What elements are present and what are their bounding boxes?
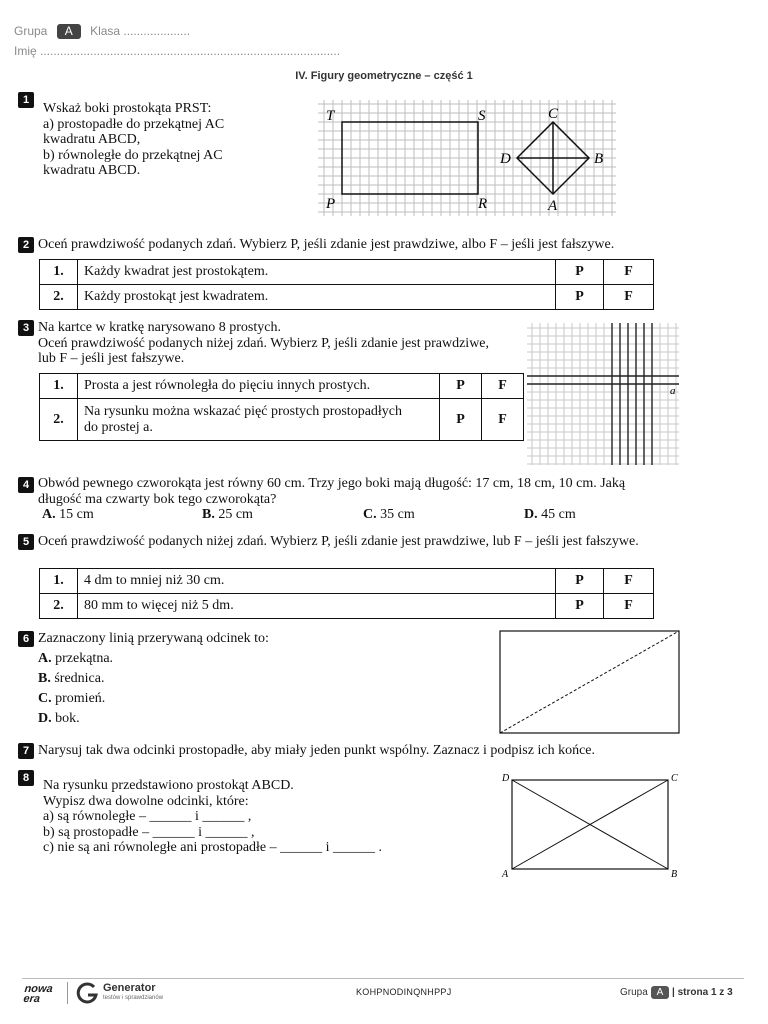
q8-text (43, 778, 382, 856)
option-p[interactable]: P (556, 260, 604, 285)
q2-text: Oceń prawdziwość podanych zdań. Wybierz P, jeśli zdanie jest prawdziwe, albo F – jeśli jest fałszywe. (38, 237, 615, 252)
label-r: R (478, 196, 488, 212)
q3-text (38, 320, 489, 367)
option-key: A. (42, 507, 56, 522)
row-number: 2. (40, 594, 78, 619)
label-p: P (326, 196, 336, 212)
question-number-3: 3 (18, 320, 34, 336)
q6-option-a[interactable] (38, 651, 113, 667)
footer-page-info (620, 986, 733, 999)
option-p[interactable]: P (440, 399, 482, 441)
q3-line: Na kartce w kratkę narysowano 8 prostych. (38, 320, 281, 335)
q2-table (39, 259, 654, 310)
q6-option-c[interactable] (38, 691, 105, 707)
q3-grid (527, 323, 679, 465)
row-statement: Prosta a jest równoległa do pięciu innych prostych. (78, 374, 440, 399)
q4-option-d[interactable] (524, 507, 576, 523)
q8-figure (498, 770, 688, 880)
q1-line: b) równoległe do przekątnej AC (43, 147, 223, 163)
q6-text: Zaznaczony linią przerywaną odcinek to: (38, 631, 269, 646)
row-number: 2. (40, 399, 78, 441)
option-text: średnica. (54, 671, 105, 686)
q4-text (38, 476, 625, 507)
grupa-label: Grupa (14, 24, 48, 38)
label-t: T (326, 108, 335, 124)
q4-option-b[interactable] (202, 507, 253, 523)
option-f[interactable]: F (604, 569, 654, 594)
klasa-label: Klasa .................... (90, 24, 191, 38)
q5-table (39, 568, 654, 619)
q4-line: długość ma czwarty bok tego czworokąta? (38, 491, 277, 507)
statement-line: Na rysunku można wskazać pięć prostych prostopadłych (84, 403, 403, 419)
dashed-diagonal (500, 631, 679, 733)
option-text: 35 cm (380, 507, 415, 522)
row-number: 1. (40, 374, 78, 399)
q4-option-c[interactable] (363, 507, 415, 523)
option-text: 15 cm (59, 507, 94, 522)
logo-separator (67, 982, 68, 1004)
q5-text: Oceń prawdziwość podanych niżej zdań. Wybierz P, jeśli zdanie jest prawdziwe, lub F – jeśli jest fałszywe. (38, 534, 639, 549)
option-p[interactable]: P (556, 569, 604, 594)
label-a: a (670, 385, 676, 397)
label-d: D (502, 773, 510, 784)
option-text: 45 cm (541, 507, 576, 522)
q8-line: a) są równoległe – ______ i ______ , (43, 809, 252, 824)
q1-text (43, 101, 224, 179)
option-f[interactable]: F (482, 399, 524, 441)
generator-g-icon (76, 981, 100, 1005)
grupa-badge: A (57, 24, 81, 39)
q1-line: kwadratu ABCD, (43, 132, 141, 147)
question-number-4: 4 (18, 477, 34, 493)
question-number-6: 6 (18, 631, 34, 647)
table-row (40, 285, 654, 310)
q4-line: Obwód pewnego czworokąta jest równy 60 cm. Trzy jego boki mają długość: 17 cm, 18 cm, 10 cm. Jaką (38, 476, 626, 491)
q3-figure (527, 323, 679, 465)
option-key: A. (38, 651, 52, 666)
option-key: C. (363, 507, 377, 522)
row-number: 1. (40, 260, 78, 285)
table-row (40, 594, 654, 619)
page-title: IV. Figury geometryczne – część 1 (295, 70, 473, 82)
q1-figure (318, 100, 616, 216)
option-key: D. (38, 711, 52, 726)
question-number-7: 7 (18, 743, 34, 759)
q6-option-d[interactable] (38, 711, 80, 727)
label-b: B (594, 151, 604, 167)
generator-brand (103, 983, 163, 1002)
row-statement: Każdy kwadrat jest prostokątem. (78, 260, 556, 285)
table-row (40, 374, 524, 399)
table-row (40, 260, 654, 285)
label-d: D (500, 151, 511, 167)
q7-text: Narysuj tak dwa odcinki prostopadłe, aby miały jeden punkt wspólny. Zaznacz i podpisz ich końce. (38, 743, 595, 758)
option-key: B. (202, 507, 215, 522)
q3-table (39, 373, 524, 441)
row-statement: Każdy prostokąt jest kwadratem. (78, 285, 556, 310)
footer-divider (22, 978, 744, 979)
option-p[interactable]: P (556, 594, 604, 619)
question-number-2: 2 (18, 237, 34, 253)
option-text: 25 cm (218, 507, 253, 522)
row-statement: 4 dm to mniej niż 30 cm. (78, 569, 556, 594)
generator-subtitle: testów i sprawdzianów (103, 995, 164, 1001)
generator-title: Generator (103, 982, 156, 994)
option-key: C. (38, 691, 52, 706)
row-number: 1. (40, 569, 78, 594)
label-c: C (671, 773, 678, 784)
footer-grupa-label: Grupa (620, 987, 648, 998)
option-f[interactable]: F (604, 260, 654, 285)
q8-line: c) nie są ani równoległe ani prostopadłe – ______ i ______ . (43, 840, 383, 855)
option-p[interactable]: P (440, 374, 482, 399)
q8-line: Na rysunku przedstawiono prostokąt ABCD. (43, 778, 294, 793)
label-s: S (478, 108, 486, 124)
option-key: B. (38, 671, 51, 686)
option-text: bok. (55, 711, 80, 726)
option-f[interactable]: F (604, 285, 654, 310)
label-c: C (548, 106, 559, 122)
logo-line: nowa (23, 983, 54, 995)
table-row (40, 569, 654, 594)
q3-line: Oceń prawdziwość podanych niżej zdań. Wybierz P, jeśli zdanie jest prawdziwe, (38, 335, 490, 351)
logo-line: era (22, 993, 41, 1005)
option-key: D. (524, 507, 538, 522)
q1-line: Wskaż boki prostokąta PRST: (43, 101, 212, 116)
q3-line: lub F – jeśli jest fałszywe. (38, 351, 185, 366)
question-number-5: 5 (18, 534, 34, 550)
question-number-1: 1 (18, 92, 34, 108)
q8-line: b) są prostopadłe – ______ i ______ , (43, 824, 255, 840)
grupa-line (14, 24, 190, 39)
page-number: | strona 1 z 3 (672, 987, 733, 998)
row-statement: 80 mm to więcej niż 5 dm. (78, 594, 556, 619)
q6-figure (499, 630, 681, 735)
q8-line: Wypisz dwa dowolne odcinki, które: (43, 793, 249, 809)
q6-option-b[interactable] (38, 671, 105, 687)
label-a: A (502, 869, 509, 880)
option-text: przekątna. (55, 651, 114, 666)
option-text: promień. (55, 691, 106, 706)
table-row (40, 399, 524, 441)
imie-label: Imię .......................................................................................... (14, 44, 341, 58)
q4-option-a[interactable] (42, 507, 94, 523)
option-f[interactable]: F (482, 374, 524, 399)
statement-line: do prostej a. (84, 419, 153, 435)
label-a: A (548, 198, 558, 214)
nowa-era-logo (23, 984, 53, 1004)
q1-line: a) prostopadłe do przekątnej AC (43, 116, 225, 132)
document-code: KOHPNODINQNHPPJ (356, 987, 452, 997)
option-f[interactable]: F (604, 594, 654, 619)
q1-line: kwadratu ABCD. (43, 163, 141, 178)
label-b: B (671, 869, 678, 880)
question-number-8: 8 (18, 770, 34, 786)
footer-grupa-badge: A (651, 986, 670, 999)
row-statement (78, 399, 440, 441)
row-number: 2. (40, 285, 78, 310)
option-p[interactable]: P (556, 285, 604, 310)
